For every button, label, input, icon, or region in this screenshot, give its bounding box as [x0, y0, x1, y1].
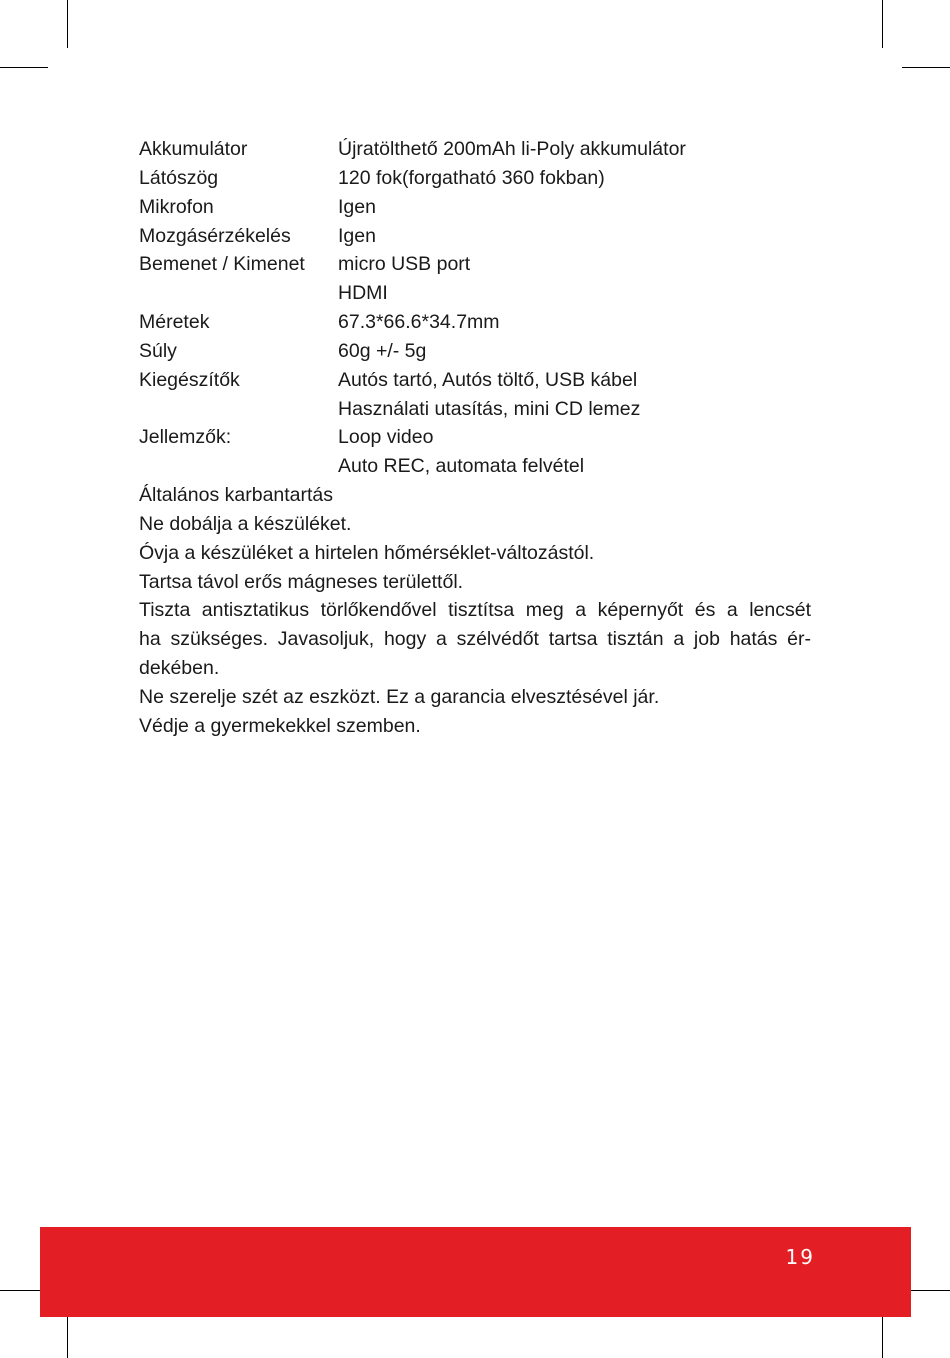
maintenance-heading: Általános karbantartás — [139, 484, 334, 506]
spec-value: Autós tartó, Autós töltő, USB kábel — [338, 368, 638, 391]
maintenance-item: Óvja a készüléket a hirtelen hőmérséklet-változástól. — [139, 541, 595, 564]
spec-row — [139, 222, 839, 251]
spec-label: Jellemzők: — [139, 426, 232, 449]
spec-values — [338, 164, 839, 193]
crop-mark-bottom-left-vertical — [67, 1310, 68, 1358]
spec-value: Igen — [338, 224, 376, 247]
spec-row — [139, 337, 839, 366]
maintenance-paragraph-line: ha szükséges. Javasoljuk, hogy a szélvédőt tartsa tisztán a job hatás ér- — [139, 628, 811, 651]
crop-mark-top-right-horizontal — [902, 67, 950, 68]
spec-value: micro USB port — [338, 253, 471, 276]
spec-value: Újratölthető 200mAh li-Poly akkumulátor — [338, 138, 686, 160]
crop-mark-top-right-vertical — [882, 0, 883, 48]
spec-value: Igen — [338, 195, 376, 218]
maintenance-paragraph-line: dekében. — [139, 657, 220, 680]
spec-label: Akkumulátor — [139, 138, 248, 160]
spec-row — [139, 308, 839, 337]
spec-label: Súly — [139, 339, 177, 362]
spec-value: 60g +/- 5g — [338, 339, 427, 362]
spec-row — [139, 423, 839, 481]
spec-label: Látószög — [139, 166, 219, 189]
spec-label: Mozgásérzékelés — [139, 224, 291, 247]
spec-values — [338, 135, 839, 164]
spec-values — [338, 222, 839, 251]
maintenance-item: Védje a gyermekekkel szemben. — [139, 714, 421, 737]
maintenance-item: Ne szerelje szét az eszközt. Ez a garancia elvesztésével jár. — [139, 685, 660, 708]
maintenance-section — [139, 481, 811, 741]
spec-value: 67.3*66.6*34.7mm — [338, 311, 500, 334]
crop-mark-bottom-right-vertical — [882, 1310, 883, 1358]
specifications-table — [139, 135, 839, 481]
maintenance-item: Ne dobálja a készüléket. — [139, 512, 352, 535]
crop-mark-top-left-vertical — [67, 0, 68, 48]
maintenance-paragraph-line: Tiszta antisztatikus törlőkendővel tisztítsa meg a képernyőt és a lencsét — [139, 599, 811, 622]
spec-values — [338, 423, 839, 481]
crop-mark-top-left-horizontal — [0, 67, 48, 68]
spec-values — [338, 366, 839, 424]
spec-value: Loop video — [338, 426, 434, 449]
spec-row — [139, 193, 839, 222]
spec-label: Bemenet / Kimenet — [139, 253, 305, 276]
spec-values — [338, 337, 839, 366]
maintenance-item: Tartsa távol erős mágneses területtől. — [139, 570, 464, 593]
spec-value: HDMI — [338, 282, 388, 305]
spec-values — [338, 193, 839, 222]
spec-value: 120 fok(forgatható 360 fokban) — [338, 166, 605, 189]
spec-row — [139, 135, 839, 164]
spec-value: Használati utasítás, mini CD lemez — [338, 397, 641, 420]
spec-label: Méretek — [139, 311, 210, 334]
spec-values — [338, 250, 839, 308]
spec-row — [139, 250, 839, 308]
spec-row — [139, 164, 839, 193]
spec-label: Mikrofon — [139, 195, 214, 218]
spec-value: Auto REC, automata felvétel — [338, 455, 585, 478]
spec-row — [139, 366, 839, 424]
footer-bar — [40, 1227, 911, 1317]
spec-label: Kiegészítők — [139, 368, 240, 391]
page-number: 19 — [785, 1245, 815, 1269]
spec-values — [338, 308, 839, 337]
